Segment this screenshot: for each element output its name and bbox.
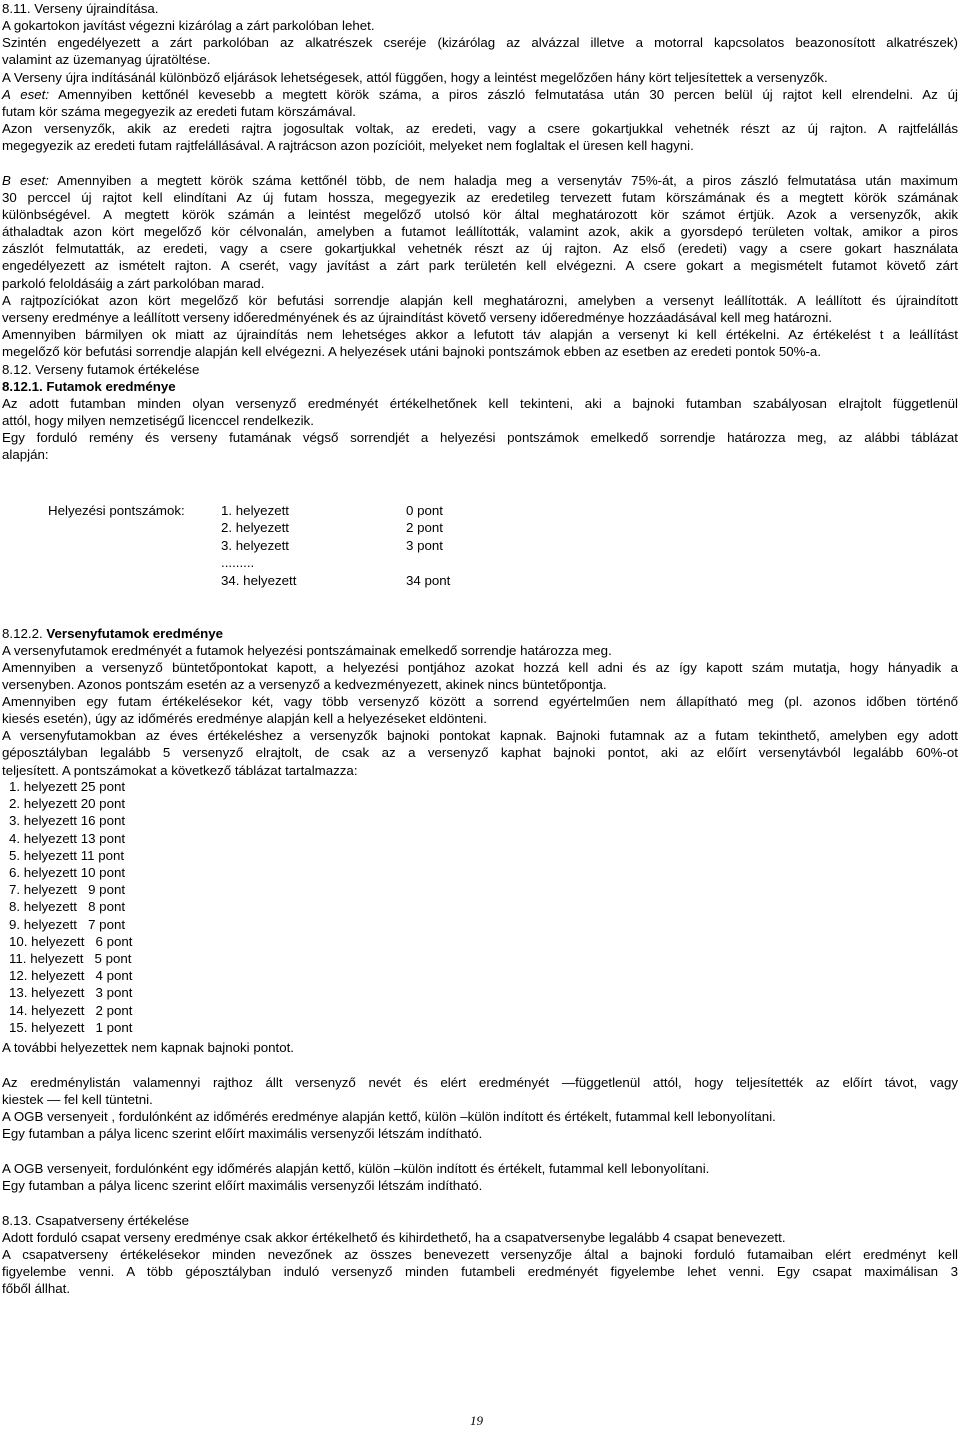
- text-span: Amennyiben a megtett körök száma kettőnél több, de nem haladja meg a versenytáv 75%-át, a piros zászló felmutatása után maximum: [48, 173, 959, 188]
- text-line: [2, 86, 958, 103]
- text-line: Az eredménylistán valamennyi rajthoz állt versenyző nevét és elért eredményét —függetlenül attól, hogy teljesítették az előírt távot, vagy: [2, 1075, 958, 1090]
- text-line: kiestek — fel kell tüntetni.: [2, 1092, 153, 1108]
- text-line: versenyben. Azonos pontszám esetén az a versenyző a kedvezményezett, akinek nincs büntetőpontja.: [2, 677, 607, 693]
- text-line: valamint az üzemanyag újratöltése.: [2, 52, 211, 68]
- text-span: Amennyiben kettőnél kevesebb a megtett körök száma, a piros zászló felmutatása után 30 percen belül új rajtot kell elrendelni. Az új: [49, 87, 958, 102]
- list-item: 10. helyezett 6 pont: [9, 933, 133, 949]
- list-item: 6. helyezett 10 pont: [9, 865, 126, 880]
- text-line: megelőző kör befutási sorrendje alapján kell elvégezni. A helyezések utáni bajnoki pontszámok ebben az esetben az eredeti pontok 50%-a.: [2, 343, 822, 359]
- paragraph: Egy futamban a pálya licenc szerint előírt maximális versenyzői létszám indítható.: [2, 1178, 483, 1193]
- paragraph: [2, 659, 958, 779]
- text-line: A rajtpozíciókat azon kört megelőző kör befutási sorrendje alapján kell meghatározni, amelyben a versenyt leállították. A leállított és újraindított: [2, 292, 958, 308]
- text-line: parkoló feloldásáig a zárt parkolóban marad.: [2, 275, 265, 291]
- paragraph: A versenyfutamok eredményét a futamok helyezési pontszámainak emelkedő sorrendje határozza meg.: [2, 643, 612, 658]
- text-line: engedélyezett az ismételt rajton. A cserét, vagy javítást a zárt park területén kell elvégezni. A csere gokart a megismételt futamot követő zárt: [2, 258, 958, 274]
- list-item: 7. helyezett 9 pont: [9, 882, 126, 898]
- paragraph: [2, 429, 958, 463]
- list-item: 5. helyezett 11 pont: [9, 847, 125, 863]
- text-line: alapján:: [2, 447, 49, 463]
- list-item: 2. helyezett 20 pont: [9, 796, 126, 812]
- case-b-label: B eset:: [2, 173, 49, 188]
- paragraph: A OGB versenyeit , fordulónként az időmérés eredménye alapján kettő, külön –külön indított és értékelt, futammal kell lebonyolítani.: [2, 1109, 776, 1124]
- table-cell-points: 0 pont: [406, 503, 443, 518]
- table-cell-place: 1. helyezett: [221, 503, 290, 518]
- subsection-number: 8.12.2.: [2, 626, 47, 641]
- text-line: attól, hogy milyen nemzetiségű licenccel rendelkezik.: [2, 413, 314, 429]
- list-item: 3. helyezett 16 pont: [9, 813, 126, 829]
- text-line: áthaladtak azon kört megelőző kör célvonalán, amelyben a futamot leállították, valamint azok, akik a gyorsdepó területen voltak, amikor a piros: [2, 224, 958, 240]
- text-line: megegyezik az eredeti futam rajtfelállásával. A rajtrácson azon pozícióit, melyeket nem foglaltak el üresen kell hagyni.: [2, 138, 694, 154]
- subsection-title: Versenyfutamok eredménye: [46, 626, 223, 641]
- subsection-8-12-2-heading: [2, 625, 958, 642]
- text-line: Szintén engedélyezett a zárt parkolóban az alkatrészek cseréje (kizárólag az alvázzal illetve a motorral kapcsolatos beazonosított alkatrészek): [2, 35, 958, 50]
- text-line: Az adott futamban minden olyan versenyző eredményét értékelhetőnek kell tekinteni, aki a bajnoki futamban szabályosan elrajtolt függetlenül: [2, 396, 958, 411]
- text-line: [2, 172, 958, 189]
- table-label: Helyezési pontszámok:: [48, 503, 185, 518]
- text-line: Amennyiben a versenyző büntetőpontokat kapott, a helyezési pontjához azokat hozzá kell adni és az így kapott szám mutatja, hogy hányadik a: [2, 660, 958, 675]
- table-cell-place: .........: [221, 555, 255, 570]
- list-item: 14. helyezett 2 pont: [9, 1002, 133, 1018]
- text-line: különbségével. A megtett körök számán a leintést megelőző utolsó kör által meghatározott kör számot értjük. Azok a versenyzők, akik: [2, 207, 958, 223]
- text-line: Azon versenyzők, akik az eredeti rajtra jogosultak voltak, az eredeti, vagy a csere gokartjukkal vehetnék részt az új rajton. A rajtfelállás: [2, 121, 958, 137]
- paragraph: [2, 1246, 958, 1297]
- text-line: zászlót felmutatták, az eredeti, vagy a csere gokartjukkal vehetnék részt az új rajton. Az első (eredeti) vagy a csere gokart használata: [2, 241, 958, 257]
- list-item: 1. helyezett 25 pont: [9, 779, 126, 794]
- list-item: 12. helyezett 4 pont: [9, 968, 133, 984]
- page-number: 19: [470, 1413, 483, 1428]
- text-line: 30 perccel új rajtot kell elindítani Az új futam hossza, megegyezik az eredetileg tervezett futam körszámának és a megtett körök számának: [2, 190, 958, 206]
- text-line: Amennyiben egy futam értékelésekor két, vagy több versenyző között a sorrend egyértelműen nem állapítható meg (pl. azonos időben történő: [2, 694, 958, 710]
- list-item: 15. helyezett 1 pont: [9, 1019, 133, 1035]
- section-8-13-heading: 8.13. Csapatverseny értékelése: [2, 1213, 190, 1228]
- text-line: teljesített. A pontszámokat a következő táblázat tartalmazza:: [2, 762, 358, 778]
- text-line: főből állhat.: [2, 1281, 71, 1297]
- text-line: Amennyiben bármilyen ok miatt az újraindítás nem lehetséges akkor a lefutott táv alapján a versenyt ki kell értékelni. Az értékelést t a leállítást: [2, 326, 958, 342]
- case-b-paragraph: [2, 172, 958, 360]
- text-line: futam kör száma megegyezik az eredeti futam körszámával.: [2, 104, 356, 120]
- text-line: kiesés esetén), úgy az időmérés eredménye alapján kell a helyezéseket eldönteni.: [2, 711, 487, 727]
- paragraph: A gokartokon javítást végezni kizárólag a zárt parkolóban lehet.: [2, 18, 375, 33]
- paragraph: Egy futamban a pálya licenc szerint előírt maximális versenyzői létszám indítható.: [2, 1126, 483, 1141]
- table-cell-points: 34 pont: [406, 573, 451, 588]
- text-line: A versenyfutamokban az éves értékeléshez a versenyzők bajnoki pontokat kapnak. Bajnoki futamnak az a futam tekinthető, amelyben egy adott: [2, 728, 958, 744]
- text-line: Egy forduló remény és verseny futamának végső sorrendjét a helyezési pontszámok emelkedő sorrendje határozza meg, az alábbi táblázat: [2, 430, 958, 445]
- text-line: géposztályban legalább 5 versenyző elrajtolt, de csak az a versenyző kaphat bajnoki pontot, aki az előírt versenytávból legalább 60%-ot: [2, 745, 958, 761]
- paragraph: A Verseny újra indításánál különböző eljárások lehetségesek, attól függően, hogy a leintést megelőzően hány kört teljesítettek a versenyzők.: [2, 70, 828, 85]
- subsection-8-12-1-heading: 8.12.1. Futamok eredménye: [2, 379, 176, 394]
- text-line: A csapatverseny értékelésekor minden nevezőnek az összes benevezett versenyzője által a bajnoki forduló futamaiban elért eredményt kell: [2, 1247, 958, 1262]
- paragraph: [2, 34, 958, 68]
- paragraph: Adott forduló csapat verseny eredménye csak akkor értékelhető és kihirdethető, ha a csapatversenybe legalább 4 csapat benevezett.: [2, 1230, 786, 1245]
- list-item: 9. helyezett 7 pont: [9, 916, 126, 932]
- table-cell-points: 3 pont: [406, 538, 443, 553]
- table-cell-place: 2. helyezett: [221, 520, 290, 535]
- table-cell-points: 2 pont: [406, 520, 443, 535]
- case-a-label: A eset:: [2, 87, 50, 102]
- paragraph: A további helyezettek nem kapnak bajnoki pontot.: [2, 1040, 294, 1055]
- section-8-11-heading: 8.11. Verseny újraindítása.: [2, 1, 159, 16]
- paragraph: A OGB versenyeit, fordulónként egy időmérés alapján kettő, külön –külön indított és értékelt, futammal kell lebonyolítani.: [2, 1161, 710, 1176]
- section-8-12-heading: 8.12. Verseny futamok értékelése: [2, 362, 200, 377]
- list-item: 13. helyezett 3 pont: [9, 985, 133, 1001]
- list-item: 4. helyezett 13 pont: [9, 830, 126, 846]
- paragraph: [2, 1074, 958, 1108]
- table-cell-place: 34. helyezett: [221, 573, 297, 588]
- list-item: 11. helyezett 5 pont: [9, 951, 132, 966]
- list-item: 8. helyezett 8 pont: [9, 899, 126, 915]
- text-line: figyelembe venni. A több géposztályban induló versenyző minden futambeli eredményét figyelembe lehet venni. Egy csapat maximálisan 3: [2, 1264, 958, 1280]
- case-a-paragraph: [2, 86, 958, 154]
- paragraph: [2, 395, 958, 429]
- text-line: verseny eredménye a leállított verseny időeredményének és az újraindítást követő verseny időeredménye hozzáadásával kell meg határozni.: [2, 309, 833, 325]
- table-cell-place: 3. helyezett: [221, 538, 290, 553]
